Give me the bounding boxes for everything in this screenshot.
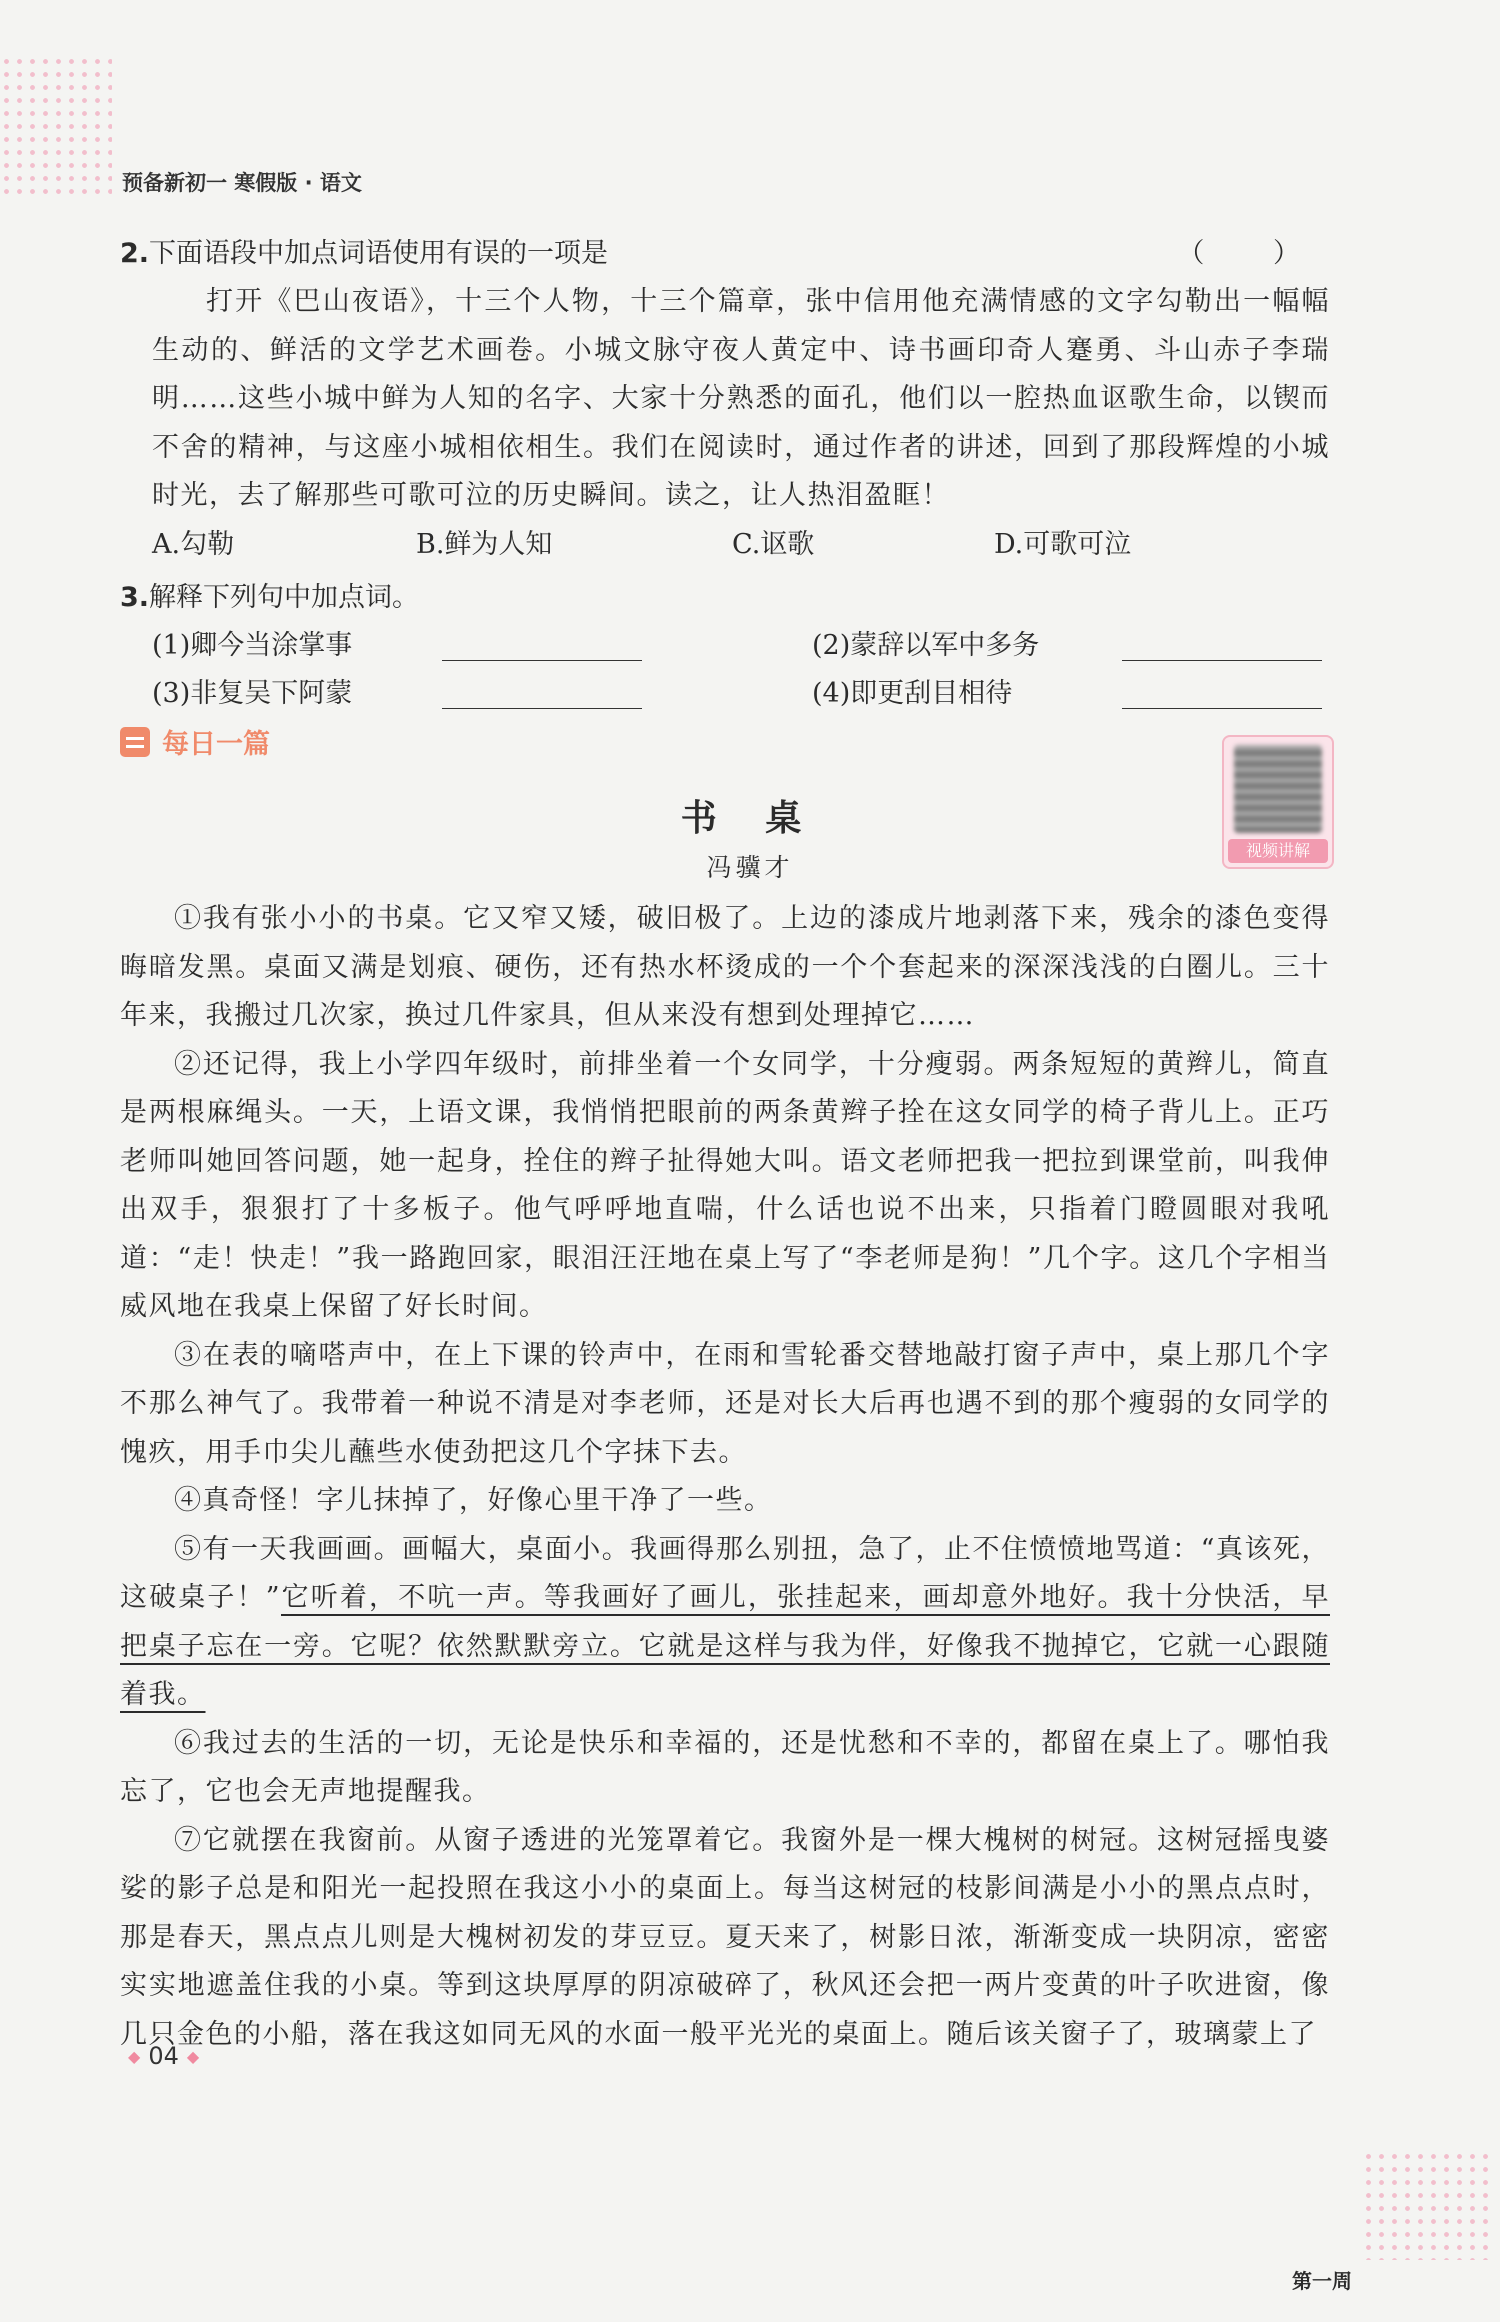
paragraph-5 <box>120 1526 1330 1720</box>
section-title: 每日一篇 <box>162 729 270 760</box>
option-a: A.勾勒 <box>152 528 235 560</box>
fill-item-4: (4)即更刮目相待 <box>812 678 1013 709</box>
page-number-text: 04 <box>148 2042 179 2070</box>
video-lecture-label: 视频讲解 <box>1228 839 1328 863</box>
paragraph-3: ③在表的嘀嗒声中，在上下课的铃声中，在雨和雪轮番交替地敲打窗子声中，桌上那几个字不那么神气了。我带着一种说不清是对李老师，还是对长大后再也遇不到的那个瘦弱的女同学的愧疚，用手巾尖儿蘸些水使劲把这几个字抹下去。 <box>120 1339 1330 1468</box>
week-label: 第一周 <box>1292 2269 1352 2293</box>
option-d: D.可歌可泣 <box>994 528 1132 560</box>
question-3 <box>120 574 1330 718</box>
section-heading <box>120 722 270 761</box>
decorative-dots-bottom-right <box>1362 2150 1492 2260</box>
paragraph-5-underlined: 它听着，不吭一声。等我画好了画儿，张挂起来，画却意外地好。我十分快活，早把桌子忘在一旁。它呢？依然默默旁立。它就是这样与我为伴，好像我不抛掉它，它就一心跟随着我。 <box>120 1582 1330 1710</box>
question-3-stem: 解释下列句中加点词。 <box>149 582 420 613</box>
article-author: 冯骥才 <box>706 853 794 882</box>
page-number-dot-icon: ◆ <box>186 2046 200 2066</box>
page-header: 预备新初一 寒假版 · 语文 <box>122 171 362 195</box>
fill-item-3: (3)非复吴下阿蒙 <box>152 678 353 709</box>
question-2 <box>120 230 1330 569</box>
article-title: 书 桌 <box>680 797 820 839</box>
answer-blank-4[interactable] <box>1122 680 1322 709</box>
option-c: C.讴歌 <box>732 528 815 560</box>
option-b: B.鲜为人知 <box>416 528 553 560</box>
paragraph-2: ②还记得，我上小学四年级时，前排坐着一个女同学，十分瘦弱。两条短短的黄辫儿，简直是两根麻绳头。一天，上语文课，我悄悄把眼前的两条黄辫子拴在这女同学的椅子背儿上。正巧老师叫她回答问题，她一起身，拴住的辫子扯得她大叫。语文老师把我一把拉到课堂前，叫我伸出双手，狠狠打了十多板子。他气呼呼地直喘，什么话也说不出来，只指着门瞪圆眼对我吼道：“走！快走！”我一路跑回家，眼泪汪汪地在桌上写了“李老师是狗！”几个字。这几个字相当威风地在我桌上保留了好长时间。 <box>120 1048 1330 1322</box>
question-3-number: 3. <box>120 582 150 613</box>
question-2-options <box>120 521 1330 569</box>
article-body <box>120 895 1330 2059</box>
question-3-row-1 <box>120 622 1330 670</box>
question-3-row-2 <box>120 670 1330 718</box>
section-list-icon <box>120 727 150 757</box>
paragraph-5-part-1: ⑤有一天我画画。画幅大，桌面小。我画得那么别扭，急了，止不住愤愤地骂道：“真该死，这破桌子！” <box>120 1533 1330 1613</box>
answer-blank-1[interactable] <box>442 632 642 661</box>
answer-blank-2[interactable] <box>1122 632 1322 661</box>
question-2-stem: 下面语段中加点词语使用有误的一项是 <box>149 238 609 269</box>
paragraph-7: ⑦它就摆在我窗前。从窗子透进的光笼罩着它。我窗外是一棵大槐树的树冠。这树冠摇曳婆娑的影子总是和阳光一起投照在我这小小的桌面上。每当这树冠的枝影间满是小小的黑点点时，那是春天，黑点点儿则是大槐树初发的芽豆豆。夏天来了，树影日浓，渐渐变成一块阴凉，密密实实地遮盖住我的小桌。等到这块厚厚的阴凉破碎了，秋风还会把一两片变黄的叶子吹进窗，像几只金色的小船，落在我这如同无风的水面一般平光光的桌面上。随后该关窗子了，玻璃蒙上了 <box>120 1824 1330 2050</box>
paragraph-1: ①我有张小小的书桌。它又窄又矮，破旧极了。上边的漆成片地剥落下来，残余的漆色变得晦暗发黑。桌面又满是划痕、硬伤，还有热水杯烫成的一个个套起来的深深浅浅的白圈儿。三十年来，我搬过几次家，换过几件家具，但从来没有想到处理掉它…… <box>120 903 1330 1031</box>
page-number <box>120 2042 207 2070</box>
decorative-dots-top-left <box>0 55 112 195</box>
paragraph-6: ⑥我过去的生活的一切，无论是快乐和幸福的，还是忧愁和不幸的，都留在桌上了。哪怕我忘了，它也会无声地提醒我。 <box>120 1727 1330 1807</box>
fill-item-1: (1)卿今当涂掌事 <box>152 630 353 661</box>
paragraph-4: ④真奇怪！字儿抹掉了，好像心里干净了一些。 <box>174 1485 773 1516</box>
fill-item-2: (2)蒙辞以军中多务 <box>812 630 1040 661</box>
answer-parentheses: （ ） <box>1177 238 1330 269</box>
answer-blank-3[interactable] <box>442 680 642 709</box>
question-2-passage: 打开《巴山夜语》，十三个人物，十三个篇章，张中信用他充满情感的文字勾勒出一幅幅生动的、鲜活的文学艺术画卷。小城文脉守夜人黄定中、诗书画印奇人蹇勇、斗山赤子李瑞明……这些小城中鲜为人知的名字、大家十分熟悉的面孔，他们以一腔热血讴歌生命，以锲而不舍的精神，与这座小城相依相生。我们在阅读时，通过作者的讲述，回到了那段辉煌的小城时光，去了解那些可歌可泣的历史瞬间。读之，让人热泪盈眶！ <box>152 286 1330 511</box>
page-number-dot-icon: ◆ <box>128 2046 141 2066</box>
question-2-number: 2. <box>120 238 150 269</box>
